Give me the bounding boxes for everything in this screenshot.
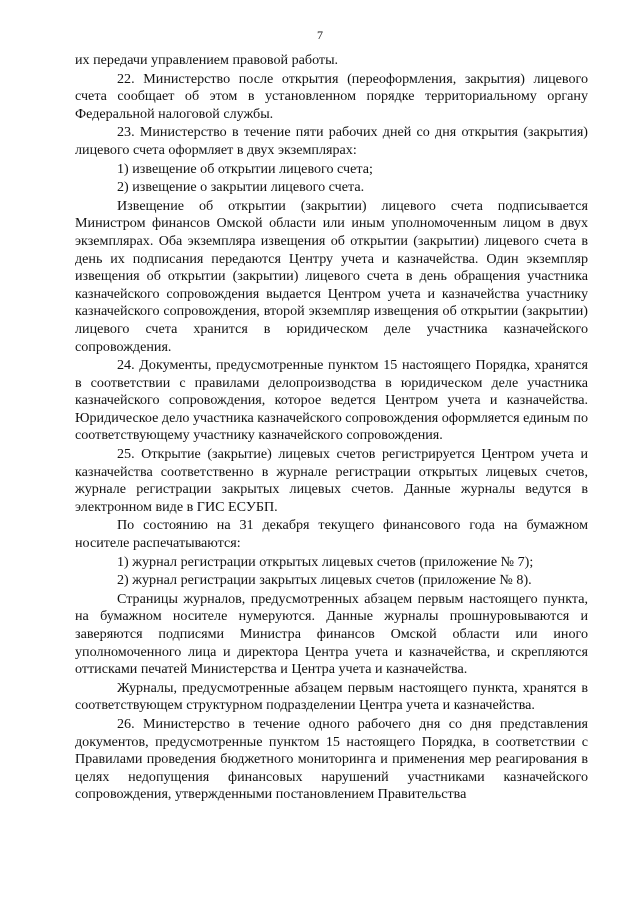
page-number: 7 [317,28,323,42]
paragraph-item-25: 25. Открытие (закрытие) лицевых счетов регистрируется Центром учета и казначейства соответственно в журнале регистрации открытых лицевых счетов, журнале регистрации закрытых лицевых счетов. Данные журналы ведутся в электронном виде в ГИС ЕСУБП. [75,446,588,515]
list-item-notice-open: 1) извещение об открытии лицевого счета; [117,160,373,177]
paragraph-item-22: 22. Министерство после открытия (переоформления, закрытия) лицевого счета сообщает об этом в установленном порядке территориальному органу Федеральной налоговой службы. [75,70,588,122]
paragraph-item-23: 23. Министерство в течение пяти рабочих дней со дня открытия (закрытия) лицевого счета оформляет в двух экземплярах: [75,124,588,158]
paragraph-journal-storage: Журналы, предусмотренные абзацем первым настоящего пункта, хранятся в соответствующем структурном подразделении Центра учета и казначейства. [75,679,588,714]
list-item-journal-close: 2) журнал регистрации закрытых лицевых счетов (приложение № 8). [117,572,532,589]
paragraph-continuation: их передачи управлением правовой работы. [75,52,339,68]
paragraph-item-24: 24. Документы, предусмотренные пунктом 15 настоящего Порядка, хранятся в соответствии с правилами делопроизводства в юридическом деле участника казначейского сопровождения, которое ведется Центром учета и казначейства. Юридическое дело участника казначейского сопровождения оформляется единым по соответствующему участнику казначейского сопровождения. [75,357,588,444]
list-item-journal-open: 1) журнал регистрации открытых лицевых счетов (приложение № 7); [117,553,534,570]
document-body [75,52,588,804]
paragraph-printing: По состоянию на 31 декабря текущего финансового года на бумажном носителе распечатываются: [75,517,588,552]
paragraph-item-26: 26. Министерство в течение одного рабочего дня со дня представления документов, предусмотренные пунктом 15 настоящего Порядка, в соответствии с Правилами проведения бюджетного мониторинга и применения мер реагирования в целях недопущения финансовых нарушений участниками казначейского сопровождения, утвержденными постановлением Правительства [75,715,588,803]
list-item-notice-close: 2) извещение о закрытии лицевого счета. [117,179,365,196]
paragraph-notice-signing: Извещение об открытии (закрытии) лицевого счета подписывается Министром финансов Омской области или иным уполномоченным лицом в двух экземплярах. Оба экземпляра извещения об открытии (закрытии) лицевого счета в день их подписания передаются Центру учета и казначейства. Один экземпляр извещения об открытии (закрытии) лицевого счета в день обращения участника казначейского сопровождения выдается Центром учета и казначейства участнику казначейского сопровождения, второй экземпляр извещения об открытии (закрытии) лицевого счета хранится в юридическом деле участника казначейского сопровождения. [75,197,588,355]
paragraph-journal-pages: Страницы журналов, предусмотренных абзацем первым настоящего пункта, на бумажном носителе нумеруются. Данные журналы прошнуровываются и заверяются подписями Министра финансов Омской области или иного уполномоченного лица и директора Центра учета и казначейства, и скрепляются оттисками печатей Министерства и Центра учета и казначейства. [75,590,588,678]
